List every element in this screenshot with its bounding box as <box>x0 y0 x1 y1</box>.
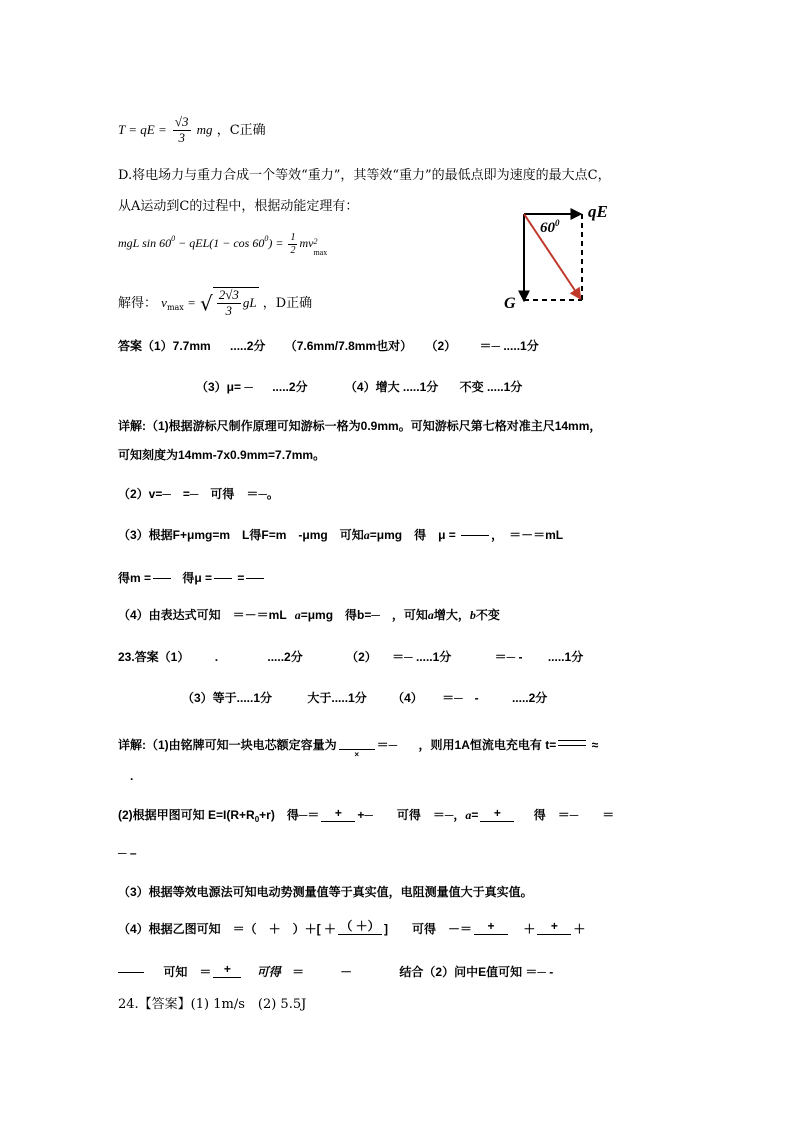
eq-t-qe: T = qE = <box>118 121 167 137</box>
detail-22-4: （4）由表达式可知 ＝－＝mL a=μmg 得b=─ ，可知a增大，b不变 <box>118 608 500 622</box>
answer-24: 24.【答案】(1) 1m/s (2) 5.5J <box>118 997 307 1012</box>
text-a-to-c: 从A运动到C的过程中，根据动能定理有： <box>118 199 359 214</box>
equation-vmax: 解得： $v_{max}$ = √ $\frac{2√3}{3}$ gL ，D正确 <box>118 287 313 318</box>
option-d-correct: ，D正确 <box>262 295 313 311</box>
line-t-equals: T = qE = $\frac{√3}{3}$ mg ，C正确 <box>118 114 266 145</box>
equation-energy: mgL $\sin 60^0 - qEL(1 - \cos 60^0)$ = $\frac{1}{2}$ mv 2 max <box>118 232 328 257</box>
detail-23-1: 详解:（1)由铭牌可知一块电芯额定容量为 × ＝─ ，则用1A恒流电充电有 t= ≈ <box>118 738 599 759</box>
force-diagram <box>500 200 630 310</box>
answer-23-line1: 23.答案（1） . .....2分 （2） ＝─ .....1分 ＝─ - .....1分 <box>118 650 584 664</box>
detail-22-1b: 可知刻度为14mm-7x0.9mm=7.7mm。 <box>118 448 326 462</box>
detail-23-4: （4）根据乙图可知 ＝（ ＋ ）＋[ ＋ （ ＋） ] 可得 －＝ + ＋ + ＋ <box>118 919 586 936</box>
detail-23-3: （3）根据等效电源法可知电动势测量值等于真实值，电阻测量值大于真实值。 <box>118 885 533 899</box>
detail-23-2b: ─ – <box>118 846 137 860</box>
answer-22-line2: （3）μ= ─ .....2分 （4）增大 .....1分 不变 .....1分 <box>196 380 523 394</box>
sqrt-sign: √ <box>199 291 213 316</box>
fraction-sqrt3-over-3: $\frac{√3}{3}$ <box>174 114 189 145</box>
detail-22-3b: 得m = 得μ = = <box>118 569 266 584</box>
detail-22-2: （2）v=─ =─ 可得 ＝─。 <box>118 487 279 501</box>
detail-22-3: （3）根据F+μmg=m L得F=m -μmg 可知a=μmg 得 μ = ， ＝－＝mL <box>118 528 564 542</box>
fraction-2sqrt3-over-3: $\frac{2√3}{3}$ <box>218 287 239 318</box>
qe-label: qE <box>588 202 608 221</box>
detail-23-4b: 可知 ＝ + 可得 ＝ － 结合（2）问中E值可知 ＝─ - <box>118 963 553 981</box>
detail-23-2: (2)根据甲图可知 $E=I(R+R_0+r)$ 得─＝ + +─ 可得 ＝─，a= + 得 ＝─ ＝ <box>118 806 615 824</box>
option-c-correct: ，C正确 <box>216 122 266 138</box>
answer-23-line2: （3）等于.....1分 大于.....1分 （4） ＝─ - .....2分 <box>182 691 548 705</box>
angle-label: $60^0$ <box>540 218 560 236</box>
detail-22-1: 详解:（1)根据游标尺制作原理可知游标一格为0.9mm。可知游标尺第七格对准主尺14mm， <box>118 419 602 433</box>
fraction-half: $\frac{1}{2}$ <box>290 232 296 256</box>
detail-23-1b: . <box>130 769 134 783</box>
text-option-d: D.将电场力与重力合成一个等效“重力”，其等效“重力”的最低点即为速度的最大点C， <box>118 168 611 183</box>
answer-22-line1: 答案（1）7.7mm .....2分 （7.6mm/7.8mm也对） （2） ＝─ .....1分 <box>118 339 539 353</box>
g-label: G <box>504 295 516 310</box>
